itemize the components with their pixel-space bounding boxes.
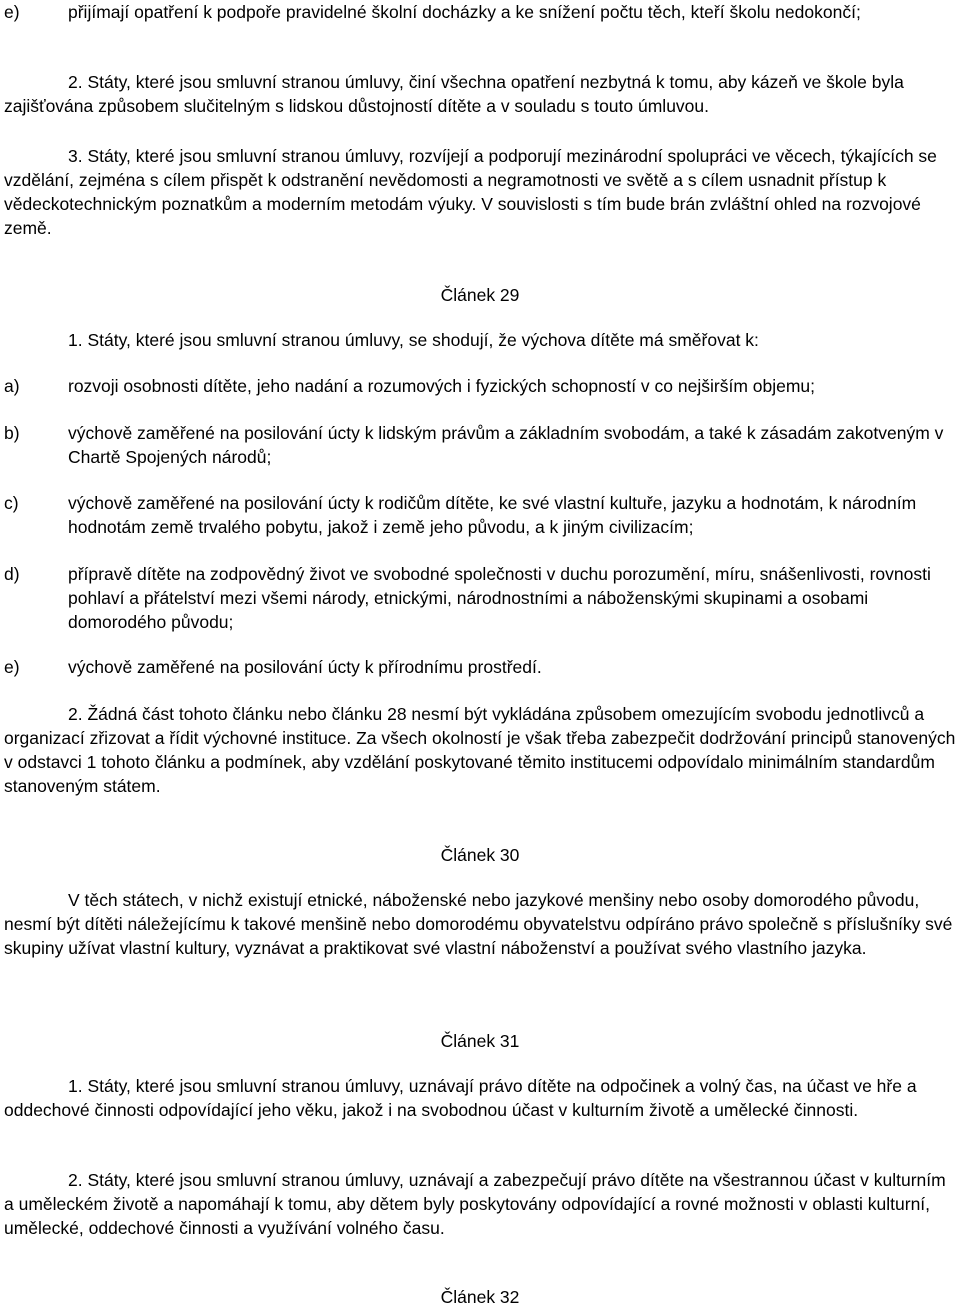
- list-item-a: [4, 374, 956, 398]
- list-item-text: rozvoji osobnosti dítěte, jeho nadání a rozumových i fyzických schopností v co nejširším objemu;: [68, 376, 816, 396]
- list-item-text: přípravě dítěte na zodpovědný život ve svobodné společnosti v duchu porozumění, míru, snášenlivosti, rovnosti pohlaví a přátelství mezi všemi národy, etnickými, národnostními a náboženskými skupinami a osobami domorodého původu;: [68, 564, 931, 632]
- list-marker: e): [4, 2, 20, 22]
- article-28-paragraph-3: 3. Státy, které jsou smluvní stranou úmluvy, rozvíjejí a podporují mezinárodní spolupráci ve věcech, týkajících se vzdělání, zejména s cílem přispět k odstranění nevědomosti a negramotnosti ve světě a s cílem usnadnit přístup k vědeckotechnickým poznatkům a moderním metodám výuky. V souvislosti s tím bude brán zvláštní ohled na rozvojové země.: [4, 146, 937, 238]
- list-marker: b): [4, 423, 20, 443]
- list-item-text: výchově zaměřené na posilování úcty k rodičům dítěte, ke své vlastní kultuře, jazyku a hodnotám, k národním hodnotám země trvalého pobytu, jakož i země jeho původu, a k jiným civilizacím;: [68, 493, 917, 537]
- list-item-b: [4, 421, 956, 469]
- list-item-text: přijímají opatření k podpoře pravidelné školní docházky a ke snížení počtu těch, kteří školu nedokončí;: [68, 2, 861, 22]
- article-29-paragraph-1: 1. Státy, které jsou smluvní stranou úmluvy, se shodují, že výchova dítěte má směřovat k:: [68, 330, 759, 350]
- article-31-heading: Článek 31: [440, 1031, 520, 1051]
- article-30-heading: Článek 30: [440, 845, 520, 865]
- article-29-heading: Článek 29: [440, 285, 520, 305]
- list-item-text: výchově zaměřené na posilování úcty k lidským právům a základním svobodám, a také k zásadám zakotveným v Chartě Spojených národů;: [68, 423, 944, 467]
- list-marker: d): [4, 564, 20, 584]
- article-32-heading: Článek 32: [440, 1287, 520, 1307]
- list-item-d: [4, 562, 956, 634]
- list-item-e: [4, 655, 956, 679]
- list-item-e-school-attendance: [4, 0, 956, 24]
- list-marker: e): [4, 657, 20, 677]
- list-item-text: výchově zaměřené na posilování úcty k přírodnímu prostředí.: [68, 657, 542, 677]
- article-31-paragraph-1: 1. Státy, které jsou smluvní stranou úmluvy, uznávají právo dítěte na odpočinek a volný čas, na účast ve hře a oddechové činnosti odpovídající jeho věku, jakož i na svobodnou účast v kulturním životě a umělecké činnosti.: [4, 1076, 917, 1120]
- article-29-paragraph-2: 2. Žádná část tohoto článku nebo článku 28 nesmí být vykládána způsobem omezujícím svobodu jednotlivců a organizací zřizovat a řídit výchovné instituce. Za všech okolností je však třeba zabezpečit dodržování principů stanovených v odstavci 1 tohoto článku a podmínek, aby vzdělání poskytované těmito institucemi odpovídalo minimálním standardům stanoveným státem.: [4, 704, 956, 796]
- list-marker: c): [4, 493, 19, 513]
- article-30-paragraph: V těch státech, v nichž existují etnické, náboženské nebo jazykové menšiny nebo osoby domorodého původu, nesmí být dítěti náležejícímu k takové menšině nebo domorodému obyvatelstvu odpíráno právo společně s příslušníky své skupiny užívat vlastní kultury, vyznávat a praktikovat své vlastní náboženství a používat svého vlastního jazyka.: [4, 890, 953, 958]
- article-28-paragraph-2: 2. Státy, které jsou smluvní stranou úmluvy, činí všechna opatření nezbytná k tomu, aby kázeň ve škole byla zajišťována způsobem slučitelným s lidskou důstojností dítěte a v souladu s touto úmluvou.: [4, 72, 904, 116]
- list-marker: a): [4, 376, 20, 396]
- article-31-paragraph-2: 2. Státy, které jsou smluvní stranou úmluvy, uznávají a zabezpečují právo dítěte na všestrannou účast v kulturním a uměleckém životě a napomáhají k tomu, aby dětem byly poskytovány odpovídající a rovné možnosti v oblasti kulturní, umělecké, oddechové činnosti a využívání volného času.: [4, 1170, 946, 1238]
- list-item-c: [4, 491, 956, 539]
